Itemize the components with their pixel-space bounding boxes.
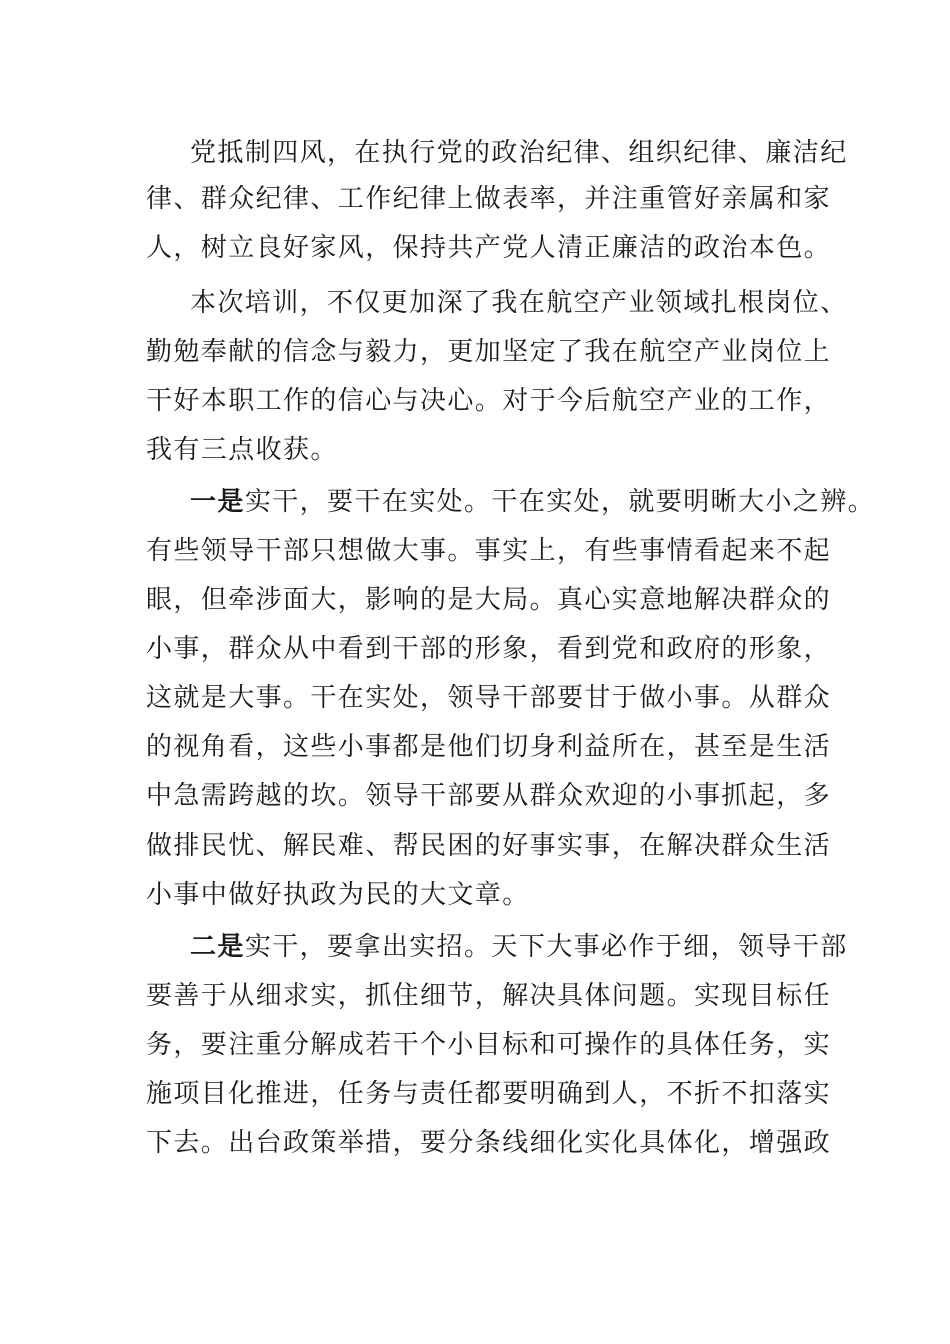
text-line: 党抵制四风，在执行党的政治纪律、组织纪律、廉洁纪 bbox=[190, 138, 848, 168]
text-line: 的视角看，这些小事都是他们切身利益所在，甚至是生活 bbox=[146, 732, 832, 762]
text-line: 施项目化推进，任务与责任都要明确到人，不折不扣落实 bbox=[146, 1079, 832, 1109]
text-line: 勤勉奉献的信念与毅力，更加坚定了我在航空产业岗位上 bbox=[146, 337, 832, 367]
paragraph-first-line-rest: 实干，要干在实处。干在实处，就要明晰大小之辨。 bbox=[244, 487, 876, 517]
text-line: 眼，但牵涉面大，影响的是大局。真心实意地解决群众的 bbox=[146, 585, 832, 615]
text-line: 有些领导干部只想做大事。事实上，有些事情看起来不起 bbox=[146, 536, 832, 566]
text-line: 要善于从细求实，抓住细节，解决具体问题。实现目标任 bbox=[146, 981, 832, 1011]
text-line: 我有三点收获。 bbox=[146, 435, 338, 465]
text-line: 做排民忧、解民难、帮民困的好事实事，在解决群众生活 bbox=[146, 831, 832, 861]
text-line: 小事中做好执政为民的大文章。 bbox=[146, 880, 530, 910]
text-line-first bbox=[190, 934, 848, 960]
text-line: 中急需跨越的坎。领导干部要从群众欢迎的小事抓起，多 bbox=[146, 781, 832, 811]
text-line: 干好本职工作的信心与决心。对于今后航空产业的工作， bbox=[146, 386, 832, 416]
text-line: 律、群众纪律、工作纪律上做表率，并注重管好亲属和家 bbox=[146, 184, 832, 214]
text-line-first bbox=[190, 489, 875, 515]
text-line: 这就是大事。干在实处，领导干部要甘于做小事。从群众 bbox=[146, 683, 832, 713]
text-line: 小事，群众从中看到干部的形象，看到党和政府的形象， bbox=[146, 634, 832, 664]
text-line: 下去。出台政策举措，要分条线细化实化具体化，增强政 bbox=[146, 1128, 832, 1158]
text-line: 人，树立良好家风，保持共产党人清正廉洁的政治本色。 bbox=[146, 233, 832, 263]
text-line: 本次培训，不仅更加深了我在航空产业领域扎根岗位、 bbox=[190, 288, 848, 318]
text-line: 务，要注重分解成若干个小目标和可操作的具体任务，实 bbox=[146, 1030, 832, 1060]
paragraph-lead-text: 二是 bbox=[190, 932, 245, 962]
paragraph-lead-text: 一是 bbox=[190, 487, 245, 517]
paragraph-first-line-rest: 实干，要拿出实招。天下大事必作于细，领导干部 bbox=[244, 932, 848, 962]
